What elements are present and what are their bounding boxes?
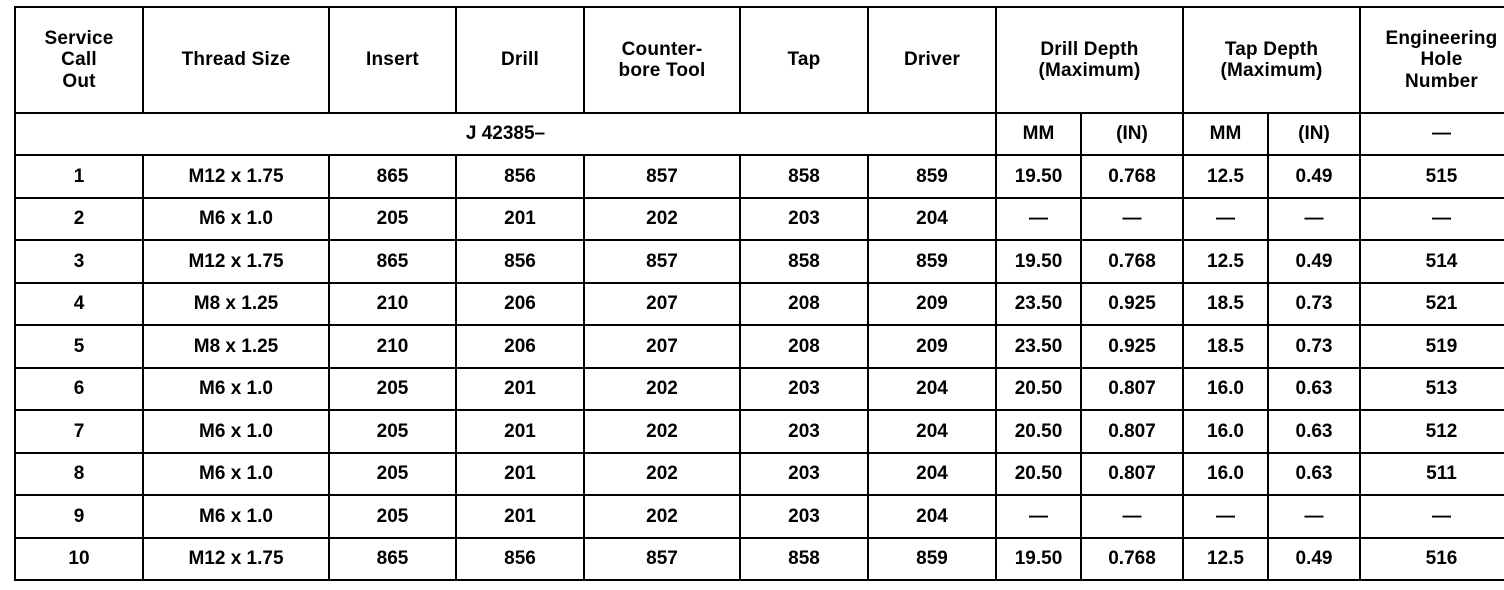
header-line: Driver: [903, 49, 961, 71]
cell-call-out: 10: [15, 538, 143, 581]
column-header-counterbore-tool: [584, 7, 740, 113]
table-row: [15, 410, 1504, 453]
cell-call-out: 3: [15, 240, 143, 283]
cell-engineering-hole-number: 519: [1360, 325, 1504, 368]
cell-tap-depth-in: 0.49: [1268, 155, 1360, 198]
table-header-row: [15, 7, 1504, 113]
cell-counterbore-tool: 857: [584, 240, 740, 283]
header-line: Call: [61, 49, 97, 71]
cell-thread-size: M12 x 1.75: [143, 155, 329, 198]
cell-drill-depth-mm: 20.50: [996, 453, 1081, 496]
column-header-service-call-out: [15, 7, 143, 113]
cell-counterbore-tool: 202: [584, 410, 740, 453]
cell-drill: 206: [456, 325, 584, 368]
cell-counterbore-tool: 857: [584, 155, 740, 198]
cell-thread-size: M6 x 1.0: [143, 198, 329, 241]
cell-engineering-hole-number: 514: [1360, 240, 1504, 283]
cell-counterbore-tool: 202: [584, 453, 740, 496]
cell-thread-size: M6 x 1.0: [143, 453, 329, 496]
cell-tap-depth-mm: 12.5: [1183, 240, 1268, 283]
cell-thread-size: M6 x 1.0: [143, 495, 329, 538]
cell-engineering-hole-number: 512: [1360, 410, 1504, 453]
cell-driver: 204: [868, 495, 996, 538]
cell-driver: 859: [868, 538, 996, 581]
cell-engineering-hole-number: —: [1360, 495, 1504, 538]
cell-tap-depth-mm: 12.5: [1183, 538, 1268, 581]
cell-drill-depth-in: 0.768: [1081, 538, 1183, 581]
column-header-drill-depth: [996, 7, 1183, 113]
cell-tap: 208: [740, 283, 868, 326]
cell-tap-depth-in: 0.73: [1268, 325, 1360, 368]
cell-drill-depth-mm: —: [996, 198, 1081, 241]
cell-thread-size: M6 x 1.0: [143, 368, 329, 411]
cell-tap-depth-in: 0.73: [1268, 283, 1360, 326]
cell-drill-depth-mm: 19.50: [996, 155, 1081, 198]
cell-drill-depth-in: 0.768: [1081, 240, 1183, 283]
header-line: Thread Size: [181, 49, 291, 71]
column-header-thread-size: [143, 7, 329, 113]
table-row: [15, 155, 1504, 198]
cell-drill-depth-mm: 19.50: [996, 538, 1081, 581]
tool-number-prefix: J 42385–: [15, 113, 996, 155]
cell-drill-depth-mm: 20.50: [996, 410, 1081, 453]
cell-driver: 209: [868, 283, 996, 326]
cell-drill-depth-in: —: [1081, 495, 1183, 538]
cell-tap-depth-mm: 12.5: [1183, 155, 1268, 198]
cell-driver: 209: [868, 325, 996, 368]
cell-tap: 203: [740, 198, 868, 241]
cell-drill: 201: [456, 410, 584, 453]
cell-drill-depth-mm: 20.50: [996, 368, 1081, 411]
cell-drill-depth-in: 0.807: [1081, 453, 1183, 496]
cell-thread-size: M12 x 1.75: [143, 538, 329, 581]
cell-call-out: 6: [15, 368, 143, 411]
table-row: [15, 538, 1504, 581]
cell-drill-depth-in: 0.807: [1081, 368, 1183, 411]
cell-driver: 204: [868, 453, 996, 496]
subheader-drill-depth-in: (IN): [1081, 113, 1183, 155]
cell-drill: 856: [456, 538, 584, 581]
header-line: (Maximum): [1038, 60, 1141, 81]
cell-driver: 859: [868, 155, 996, 198]
cell-drill: 856: [456, 155, 584, 198]
cell-drill-depth-mm: 23.50: [996, 325, 1081, 368]
cell-drill-depth-in: 0.925: [1081, 325, 1183, 368]
cell-insert: 865: [329, 155, 456, 198]
cell-counterbore-tool: 202: [584, 198, 740, 241]
cell-thread-size: M12 x 1.75: [143, 240, 329, 283]
cell-engineering-hole-number: 511: [1360, 453, 1504, 496]
table-body: [15, 113, 1504, 580]
header-line: Counter-: [621, 38, 703, 60]
cell-call-out: 5: [15, 325, 143, 368]
cell-drill-depth-mm: 19.50: [996, 240, 1081, 283]
table-row: [15, 198, 1504, 241]
cell-driver: 859: [868, 240, 996, 283]
cell-engineering-hole-number: —: [1360, 198, 1504, 241]
cell-tap: 203: [740, 495, 868, 538]
cell-engineering-hole-number: 516: [1360, 538, 1504, 581]
cell-counterbore-tool: 207: [584, 283, 740, 326]
column-header-tap: [740, 7, 868, 113]
cell-call-out: 7: [15, 410, 143, 453]
cell-drill-depth-mm: —: [996, 495, 1081, 538]
cell-insert: 205: [329, 368, 456, 411]
cell-counterbore-tool: 202: [584, 495, 740, 538]
cell-thread-size: M8 x 1.25: [143, 325, 329, 368]
cell-drill: 201: [456, 198, 584, 241]
cell-tap-depth-in: 0.63: [1268, 410, 1360, 453]
cell-tap: 858: [740, 155, 868, 198]
cell-tap-depth-mm: 16.0: [1183, 453, 1268, 496]
cell-tap: 208: [740, 325, 868, 368]
header-line: Tap: [787, 49, 821, 71]
cell-tap-depth-mm: 16.0: [1183, 368, 1268, 411]
cell-counterbore-tool: 202: [584, 368, 740, 411]
cell-insert: 205: [329, 410, 456, 453]
cell-drill-depth-mm: 23.50: [996, 283, 1081, 326]
cell-insert: 205: [329, 198, 456, 241]
cell-tap-depth-mm: 18.5: [1183, 283, 1268, 326]
cell-tap: 203: [740, 410, 868, 453]
table-row: [15, 368, 1504, 411]
cell-counterbore-tool: 207: [584, 325, 740, 368]
cell-thread-size: M8 x 1.25: [143, 283, 329, 326]
table-row: [15, 453, 1504, 496]
cell-call-out: 9: [15, 495, 143, 538]
cell-engineering-hole-number: 521: [1360, 283, 1504, 326]
header-line: Service: [44, 28, 114, 50]
cell-tap-depth-in: 0.49: [1268, 240, 1360, 283]
cell-counterbore-tool: 857: [584, 538, 740, 581]
cell-insert: 210: [329, 283, 456, 326]
table-row: [15, 495, 1504, 538]
cell-insert: 210: [329, 325, 456, 368]
cell-insert: 205: [329, 495, 456, 538]
cell-drill: 206: [456, 283, 584, 326]
table-header: [15, 7, 1504, 113]
cell-tap-depth-in: 0.63: [1268, 453, 1360, 496]
cell-insert: 865: [329, 538, 456, 581]
subheader-engineering-hole-number: —: [1360, 113, 1504, 155]
cell-tap: 203: [740, 368, 868, 411]
cell-call-out: 2: [15, 198, 143, 241]
header-line: Tap Depth: [1224, 38, 1319, 60]
cell-tap-depth-in: 0.49: [1268, 538, 1360, 581]
cell-drill-depth-in: 0.925: [1081, 283, 1183, 326]
column-header-driver: [868, 7, 996, 113]
cell-tap-depth-in: 0.63: [1268, 368, 1360, 411]
column-header-insert: [329, 7, 456, 113]
cell-drill: 201: [456, 495, 584, 538]
cell-drill: 201: [456, 453, 584, 496]
cell-drill-depth-in: 0.768: [1081, 155, 1183, 198]
column-header-drill: [456, 7, 584, 113]
cell-insert: 865: [329, 240, 456, 283]
header-line: Drill Depth: [1040, 38, 1139, 60]
header-line: Insert: [366, 49, 419, 71]
table-subheader-row: [15, 113, 1504, 155]
subheader-drill-depth-mm: MM: [996, 113, 1081, 155]
cell-call-out: 8: [15, 453, 143, 496]
header-line: Out: [62, 70, 96, 92]
cell-driver: 204: [868, 198, 996, 241]
header-line: bore Tool: [618, 60, 706, 81]
header-line: Drill: [501, 49, 539, 71]
cell-thread-size: M6 x 1.0: [143, 410, 329, 453]
cell-tap-depth-mm: 16.0: [1183, 410, 1268, 453]
cell-tap: 203: [740, 453, 868, 496]
cell-tap-depth-in: —: [1268, 495, 1360, 538]
cell-engineering-hole-number: 515: [1360, 155, 1504, 198]
cell-drill: 856: [456, 240, 584, 283]
table-row: [15, 240, 1504, 283]
cell-tap: 858: [740, 538, 868, 581]
cell-driver: 204: [868, 368, 996, 411]
cell-drill: 201: [456, 368, 584, 411]
cell-tap-depth-mm: —: [1183, 495, 1268, 538]
header-line: Hole: [1420, 49, 1463, 71]
cell-call-out: 4: [15, 283, 143, 326]
column-header-engineering-hole-number: [1360, 7, 1504, 113]
cell-insert: 205: [329, 453, 456, 496]
header-line: Number: [1405, 70, 1478, 92]
header-line: (Maximum): [1220, 60, 1323, 81]
tooling-specification-table: [14, 6, 1504, 581]
header-line: Engineering: [1385, 28, 1498, 50]
cell-drill-depth-in: 0.807: [1081, 410, 1183, 453]
column-header-tap-depth: [1183, 7, 1360, 113]
subheader-tap-depth-in: (IN): [1268, 113, 1360, 155]
cell-tap-depth-mm: —: [1183, 198, 1268, 241]
subheader-tap-depth-mm: MM: [1183, 113, 1268, 155]
table-row: [15, 325, 1504, 368]
cell-tap-depth-in: —: [1268, 198, 1360, 241]
cell-call-out: 1: [15, 155, 143, 198]
cell-driver: 204: [868, 410, 996, 453]
table-row: [15, 283, 1504, 326]
cell-tap: 858: [740, 240, 868, 283]
cell-drill-depth-in: —: [1081, 198, 1183, 241]
cell-tap-depth-mm: 18.5: [1183, 325, 1268, 368]
cell-engineering-hole-number: 513: [1360, 368, 1504, 411]
